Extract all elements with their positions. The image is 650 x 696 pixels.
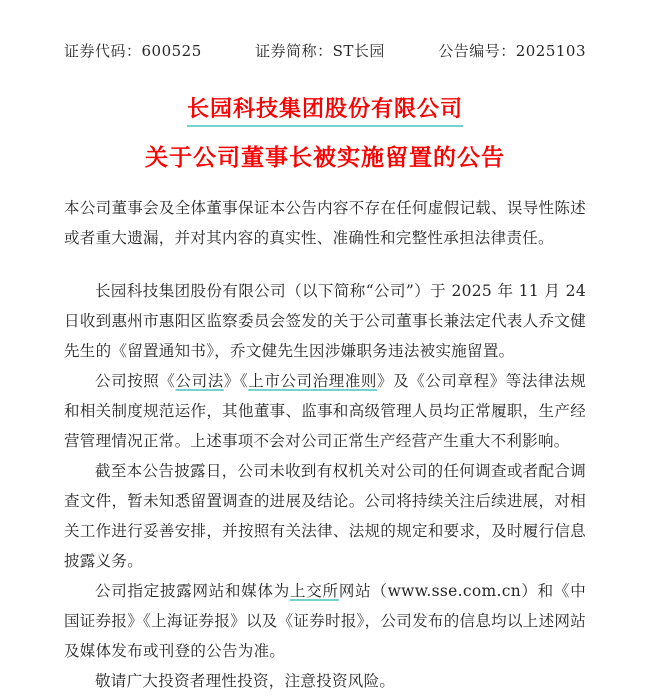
doc-link[interactable]: 上交所 <box>290 582 339 600</box>
text-run: 敬请广大投资者理性投资，注意投资风险。 <box>95 672 396 690</box>
company-name-link[interactable]: 长园科技集团股份有限公司 <box>187 92 463 127</box>
announcement-number: 公告编号：2025103 <box>438 42 586 60</box>
text-run: 长园科技集团股份有限公司（以下简称“公司”）于 2025 年 11 月 24 日收到惠州市惠阳区监察委员会签发的关于公司董事长兼法定代表人乔文健先生的《留置通知书》，乔文健先生因涉嫌职务违法被实施留置。 <box>64 282 586 360</box>
document-header <box>64 40 586 61</box>
text-run: 网站（www.sse.com.cn）和《中国证券报》《上海证券报》以及《证券时报》，公司发布的信息均以上述网站及媒体发布或刊登的公告为准。 <box>64 582 586 660</box>
text-run: 公司按照《 <box>95 372 176 390</box>
doc-link[interactable]: 公司法 <box>175 372 224 390</box>
body-paragraph <box>64 456 586 576</box>
body-paragraph <box>64 276 586 366</box>
text-run: 截至本公告披露日，公司未收到有权机关对公司的任何调查或者配合调查文件，暂未知悉留置调查的进展及结论。公司将持续关注后续进展，对相关工作进行妥善安排，并按照有关法律、法规的规定和要求，及时履行信息披露义务。 <box>64 462 586 570</box>
body-paragraph <box>64 666 586 696</box>
announcement-subject-title: 关于公司董事长被实施留置的公告 <box>145 145 505 171</box>
company-name-title <box>64 92 586 127</box>
text-run: 公司指定披露网站和媒体为 <box>95 582 291 600</box>
stock-code: 证券代码：600525 <box>64 42 202 60</box>
board-declaration: 本公司董事会及全体董事保证本公告内容不存在任何虚假记载、误导性陈述或者重大遗漏，并对其内容的真实性、准确性和完整性承担法律责任。 <box>64 199 586 247</box>
body-paragraph <box>64 366 586 456</box>
body-paragraph <box>64 576 586 666</box>
body-paragraphs <box>64 276 586 696</box>
doc-link[interactable]: 上市公司治理准则 <box>248 372 378 390</box>
text-run: 》及《公司章程》等法律法规和相关制度规范运作，其他董事、监事和高级管理人员均正常履职，生产经营管理情况正常。上述事项不会对公司正常生产经营产生重大不利影响。 <box>64 372 586 450</box>
stock-abbreviation: 证券简称：ST长园 <box>255 42 385 60</box>
text-run: 》《 <box>223 372 249 390</box>
